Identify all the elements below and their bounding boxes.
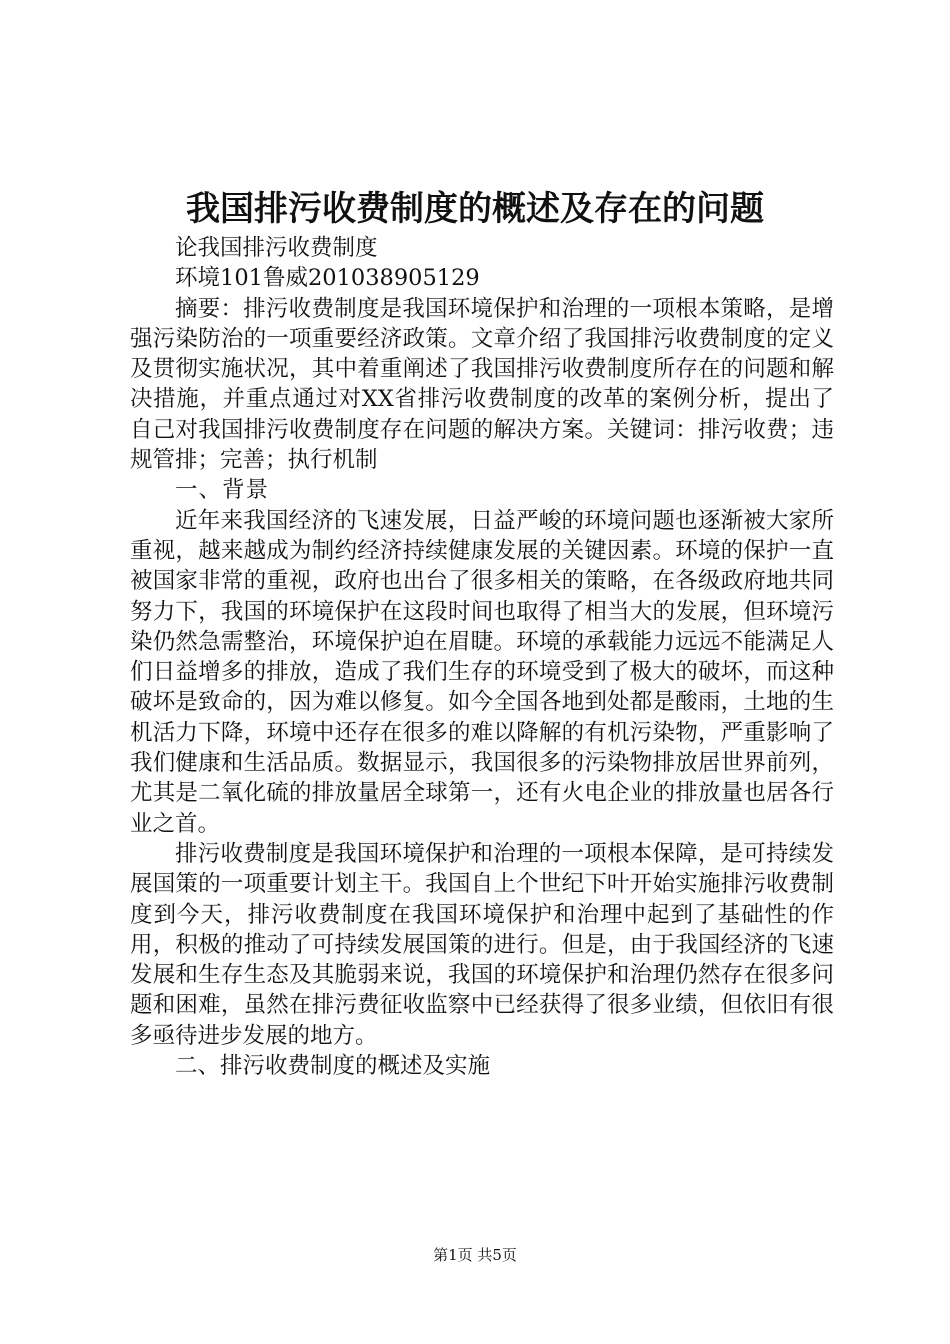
author-line: 环境101鲁威201038905129 [175,265,480,292]
document-title: 我国排污收费制度的概述及存在的问题 [186,189,764,229]
body-paragraph: 近年来我国经济的飞速发展，日益严峻的环境问题也逐渐被大家所重视，越来越成为制约经济持续健康发展的关键因素。环境的保护一直被国家非常的重视，政府也出台了很多相关的策略，在各级政府地共同努力下，我国的环境保护在这段时间也取得了相当大的发展，但环境污染仍然急需整治，环境保护迫在眉睫。环境的承载能力远远不能满足人们日益增多的排放，造成了我们生存的环境受到了极大的破坏，而这种破坏是致命的，因为难以修复。如今全国各地到处都是酸雨，土地的生机活力下降，环境中还存在很多的难以降解的有机污染物，严重影响了我们健康和生活品质。数据显示，我国很多的污染物排放居世界前列，尤其是二氧化硫的排放量居全球第一，还有火电企业的排放量也居各行业之首。 [130,507,834,837]
body-paragraph: 排污收费制度是我国环境保护和治理的一项根本保障，是可持续发展国策的一项重要计划主干。我国自上个世纪下叶开始实施排污收费制度到今天，排污收费制度在我国环境保护和治理中起到了基础性的作用，积极的推动了可持续发展国策的进行。但是，由于我国经济的飞速发展和生存生态及其脆弱来说，我国的环境保护和治理仍然存在很多问题和困难，虽然在排污费征收监察中已经获得了很多业绩，但依旧有很多亟待进步发展的地方。 [130,840,834,1049]
abstract-paragraph: 摘要：排污收费制度是我国环境保护和治理的一项根本策略，是增强污染防治的一项重要经济政策。文章介绍了我国排污收费制度的定义及贯彻实施状况，其中着重阐述了我国排污收费制度所存在的问题和解决措施，并重点通过对XX省排污收费制度的改革的案例分析，提出了自己对我国排污收费制度存在问题的解决方案。关键词：排污收费；违规管排；完善；执行机制 [130,295,834,474]
section-heading-overview: 二、排污收费制度的概述及实施 [175,1053,491,1080]
section-heading-background: 一、背景 [175,477,270,504]
page-footer: 第1页 共5页 [433,1246,517,1264]
subtitle: 论我国排污收费制度 [175,235,378,261]
document-body [130,233,834,1081]
